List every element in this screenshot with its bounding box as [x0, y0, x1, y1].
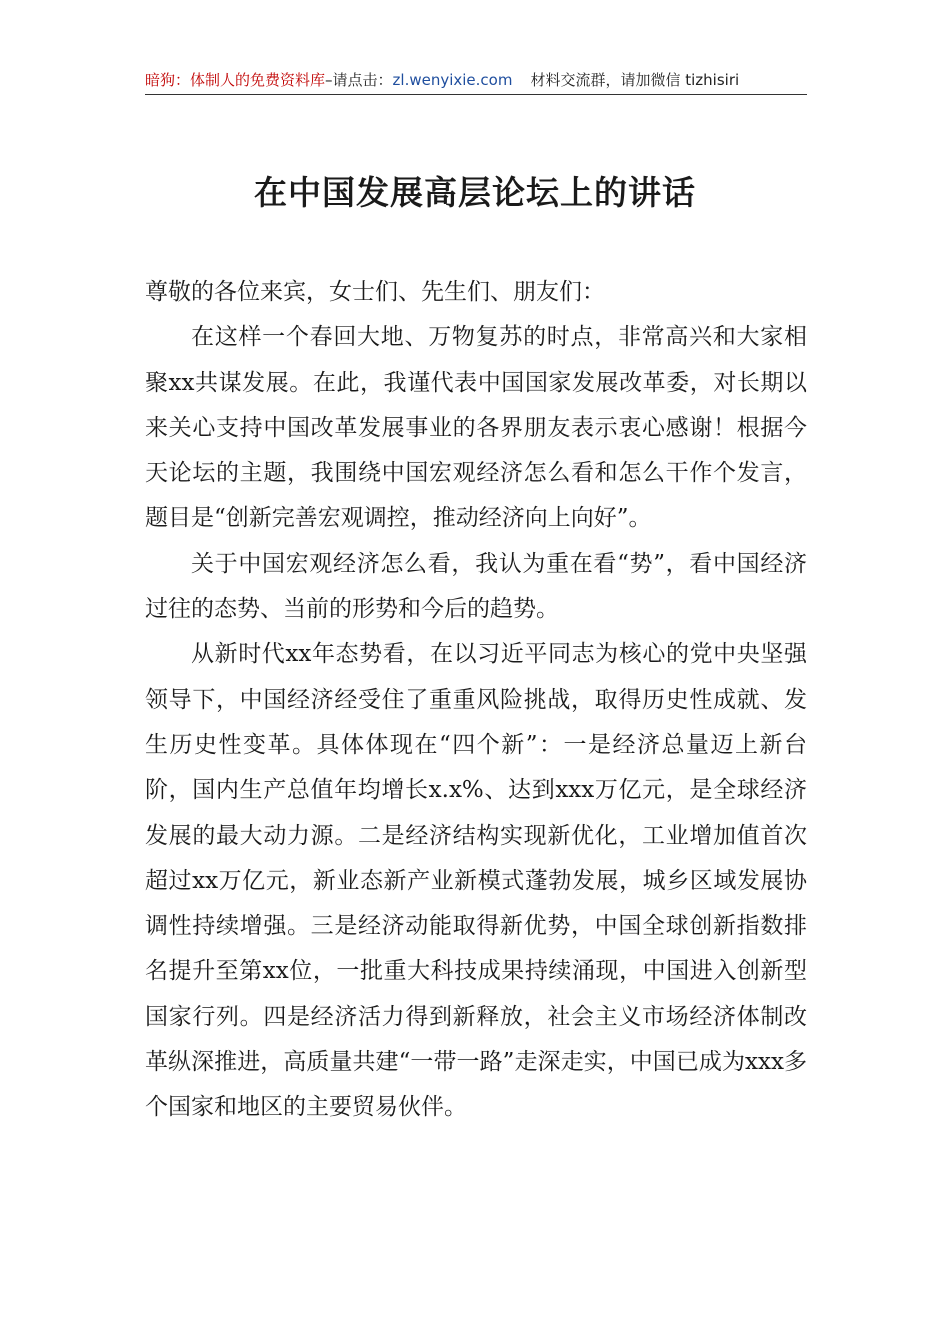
- document-body: [145, 270, 807, 1131]
- paragraph-3: 从新时代xx年态势看，在以习近平同志为核心的党中央坚强领导下，中国经济经受住了重重风险挑战，取得历史性成就、发生历史性变革。具体体现在“四个新”：一是经济总量迈上新台阶，国内生产总值年均增长x.x%、达到xxx万亿元，是全球经济发展的最大动力源。二是经济结构实现新优化，工业增加值首次超过xx万亿元，新业态新产业新模式蓬勃发展，城乡区域发展协调性持续增强。三是经济动能取得新优势，中国全球创新指数排名提升至第xx位，一批重大科技成果持续涌现，中国进入创新型国家行列。四是经济活力得到新释放，社会主义市场经济体制改革纵深推进，高质量共建“一带一路”走深走实，中国已成为xxx多个国家和地区的主要贸易伙伴。: [145, 641, 807, 1121]
- header-brand: 暗狗：体制人的免费资料库: [145, 71, 326, 89]
- header-wechat: 材料交流群，请加微信 tizhisiri: [530, 71, 740, 89]
- paragraph-1: 在这样一个春回大地、万物复苏的时点，非常高兴和大家相聚xx共谋发展。在此，我谨代表中国国家发展改革委，对长期以来关心支持中国改革发展事业的各界朋友表示衷心感谢！根据今天论坛的主题，我围绕中国宏观经济怎么看和怎么干作个发言，题目是“创新完善宏观调控，推动经济向上向好”。: [145, 324, 807, 532]
- paragraph-2: 关于中国宏观经济怎么看，我认为重在看“势”，看中国经济过往的态势、当前的形势和今后的趋势。: [145, 550, 807, 623]
- header-click-prefix: –请点击：: [325, 71, 393, 89]
- document-title: 在中国发展高层论坛上的讲话: [254, 173, 696, 212]
- page-header: [145, 66, 807, 95]
- salutation: 尊敬的各位来宾，女士们、先生们、朋友们：: [145, 279, 605, 305]
- header-url-link[interactable]: zl.wenyixie.com: [392, 71, 513, 89]
